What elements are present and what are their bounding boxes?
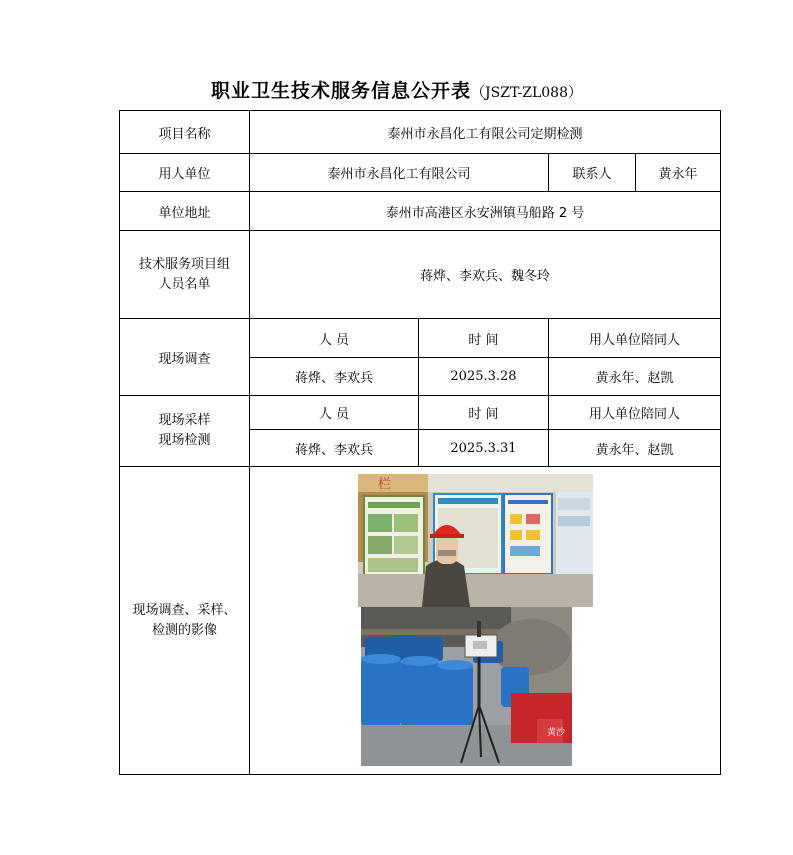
- survey-time: 2025.3.28: [419, 358, 549, 396]
- team-label-line1: 技术服务项目组: [138, 256, 230, 272]
- survey-header-row: [120, 319, 721, 358]
- address-value: 泰州市高港区永安洲镇马船路 2 号: [250, 192, 721, 231]
- sampling-label-line2: 现场检测: [158, 433, 211, 448]
- survey-photo-image: [358, 474, 593, 607]
- survey-col-companion: 用人单位陪同人: [549, 319, 721, 358]
- images-label: [120, 467, 250, 775]
- sampling-header-row: [120, 396, 721, 430]
- sampling-photo: [361, 607, 572, 766]
- photo2-sign-text: 黄沙: [547, 727, 566, 738]
- info-table: [119, 110, 721, 775]
- project-name-label: 项目名称: [120, 111, 250, 154]
- employer-label: 用人单位: [120, 154, 250, 192]
- page-title: [0, 76, 793, 103]
- employer-value: 泰州市永昌化工有限公司: [250, 154, 549, 192]
- photo-area: [250, 468, 720, 774]
- sampling-time: 2025.3.31: [419, 430, 549, 467]
- sampling-companion: 黄永年、赵凯: [549, 430, 721, 467]
- survey-photo: [358, 474, 593, 607]
- team-label-line2: 人员名单: [158, 276, 211, 292]
- survey-personnel: 蒋烨、李欢兵: [250, 358, 419, 396]
- survey-companion: 黄永年、赵凯: [549, 358, 721, 396]
- project-name-value: 泰州市永昌化工有限公司定期检测: [250, 111, 721, 154]
- images-cell: [250, 467, 721, 775]
- team-label: [120, 231, 250, 319]
- address-label: 单位地址: [120, 192, 250, 231]
- sampling-col-personnel: 人 员: [250, 396, 419, 430]
- sampling-label: [120, 396, 250, 467]
- title-text: 职业卫生技术服务信息公开表: [211, 80, 472, 102]
- sampling-col-time: 时 间: [419, 396, 549, 430]
- sampling-photo-image: [361, 607, 572, 766]
- images-row: [120, 467, 721, 775]
- photo1-sign-text: 栏: [378, 476, 392, 492]
- sampling-label-line1: 现场采样: [158, 413, 211, 428]
- images-label-line2: 检测的影像: [151, 622, 217, 638]
- document-code: （JSZT-ZL088）: [471, 85, 582, 101]
- sampling-personnel: 蒋烨、李欢兵: [250, 430, 419, 467]
- contact-value: 黄永年: [636, 154, 721, 192]
- survey-col-time: 时 间: [419, 319, 549, 358]
- contact-label: 联系人: [549, 154, 636, 192]
- team-row: [120, 231, 721, 319]
- survey-label: 现场调查: [120, 319, 250, 396]
- images-label-line1: 现场调查、采样、: [132, 602, 237, 618]
- employer-row: [120, 154, 721, 192]
- survey-col-personnel: 人 员: [250, 319, 419, 358]
- team-value: 蒋烨、李欢兵、魏冬玲: [250, 231, 721, 319]
- sampling-col-companion: 用人单位陪同人: [549, 396, 721, 430]
- address-row: [120, 192, 721, 231]
- project-name-row: [120, 111, 721, 154]
